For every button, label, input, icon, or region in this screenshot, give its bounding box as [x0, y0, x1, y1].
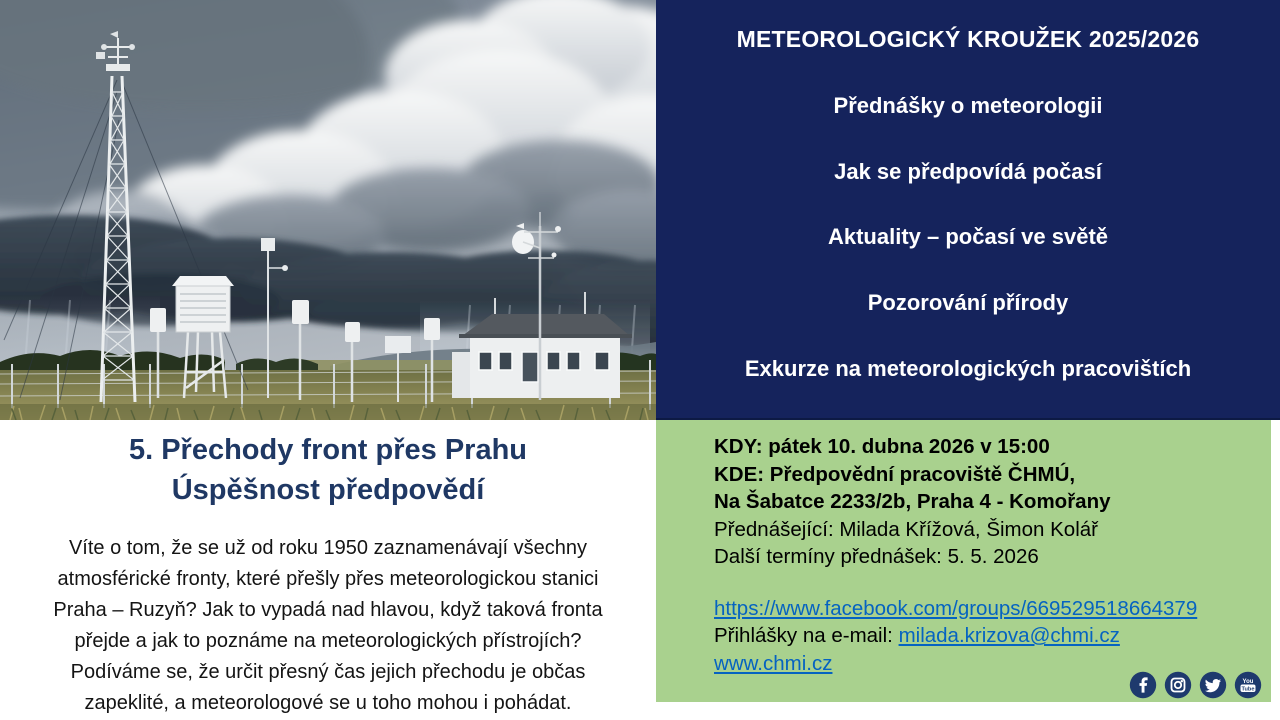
lecture-description: [0, 533, 656, 719]
lecture-description-line: atmosférické fronty, které přešly přes meteorologickou stanici: [57, 568, 599, 590]
topics-panel: [656, 0, 1280, 420]
social-icons-row: [1129, 671, 1262, 699]
topic-item: Jak se předpovídá počasí: [834, 158, 1102, 184]
storm-station-photo: [0, 0, 656, 420]
email-label: Přihlášky na e-mail:: [714, 624, 899, 647]
topic-item: Exkurze na meteorologických pracovištích: [744, 355, 1192, 381]
club-title: METEOROLOGICKÝ KROUŽEK 2025/2026: [736, 26, 1200, 52]
topic-item: Přednášky o meteorologii: [833, 92, 1103, 118]
facebook-group-link[interactable]: https://www.facebook.com/groups/669529518664379: [714, 596, 1198, 620]
lecture-description-line: Praha – Ruzyň? Jak to vypadá nad hlavou, když taková fronta: [53, 599, 603, 621]
lecture-title-line: 5. Přechody front přes Prahu: [128, 434, 528, 466]
website-link[interactable]: www.chmi.cz: [714, 651, 833, 675]
email-link[interactable]: milada.krizova@chmi.cz: [898, 624, 1120, 647]
event-when: KDY: pátek 10. dubna 2026 v 15:00: [714, 435, 1050, 458]
lecture-description-line: zapeklité, a meteorologové se u toho mohou i pohádat.: [84, 692, 572, 714]
event-where-line1: KDE: Předpovědní pracoviště ČHMÚ,: [714, 462, 1076, 486]
event-where-line2: Na Šabatce 2233/2b, Praha 4 - Komořany: [714, 490, 1111, 513]
twitter-icon[interactable]: [1199, 671, 1227, 699]
lecture-description-line: Podíváme se, že určit přesný čas jejich přechodu je občas: [70, 661, 586, 683]
lecture-section: [0, 420, 656, 720]
instagram-icon[interactable]: [1164, 671, 1192, 699]
lecture-title-line: Úspěšnost předpovědí: [171, 474, 485, 506]
lecture-description-line: přejde a jak to poznáme na meteorologických přístrojích?: [74, 630, 582, 652]
event-lecturers: Přednášející: Milada Křížová, Šimon Kolář: [714, 517, 1098, 541]
svg-text:You: You: [1242, 679, 1254, 685]
svg-text:Tube: Tube: [1241, 686, 1255, 693]
topic-item: Pozorování přírody: [867, 290, 1069, 316]
topic-item: Aktuality – počasí ve světě: [827, 224, 1109, 250]
lecture-description-line: Víte o tom, že se už od roku 1950 zaznamenávají všechny: [68, 537, 588, 559]
youtube-icon[interactable]: [1234, 671, 1262, 699]
facebook-icon[interactable]: [1129, 671, 1157, 699]
lecture-title: [0, 430, 656, 510]
event-next-dates: Další termíny přednášek: 5. 5. 2026: [714, 545, 1039, 568]
details-panel: [656, 420, 1271, 702]
storm-station-illustration: [0, 0, 656, 420]
